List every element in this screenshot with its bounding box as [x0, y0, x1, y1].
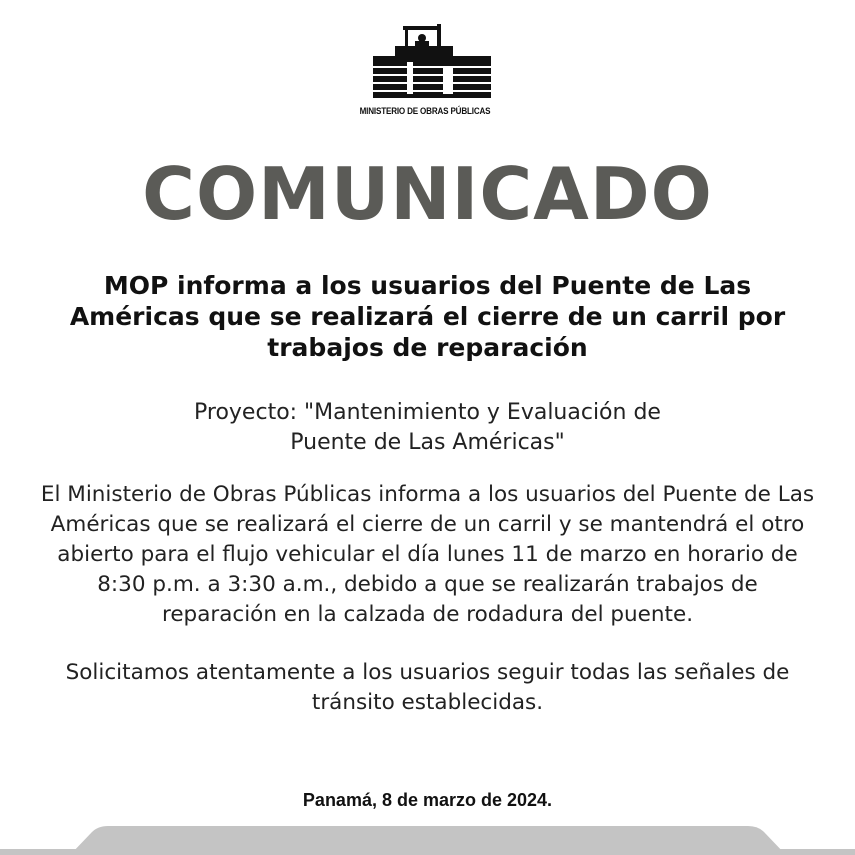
project-line: Proyecto: "Mantenimiento y Evaluación de	[194, 400, 661, 425]
bulldozer-logo-icon	[355, 22, 495, 104]
paragraph: Solicitamos atentamente a los usuarios seguir todas las señales de tránsito establecidas.	[65, 660, 790, 715]
page-title: COMUNICADO	[142, 152, 713, 236]
project-line: Puente de Las Américas"	[290, 430, 565, 455]
project-name	[60, 398, 795, 458]
logo-ministry-name: MINISTERIO DE OBRAS PÚBLICAS	[359, 106, 491, 117]
headline: MOP informa a los usuarios del Puente de Las Américas que se realizará el cierre de un carril por trabajos de reparación	[69, 271, 786, 362]
paragraph: El Ministerio de Obras Públicas informa a los usuarios del Puente de Las Américas que se realizará el cierre de un carril y se mantendrá el otro abierto para el flujo vehicular el día lunes 11 de marzo en horario de 8:30 p.m. a 3:30 a.m., debido a que se realizarán trabajos de reparación en la calzada de rodadura del puente.	[40, 482, 815, 627]
footer-band	[0, 826, 855, 855]
date-line: Panamá, 8 de marzo de 2024.	[302, 790, 553, 810]
mop-logo	[340, 22, 510, 120]
body-text	[40, 480, 815, 746]
